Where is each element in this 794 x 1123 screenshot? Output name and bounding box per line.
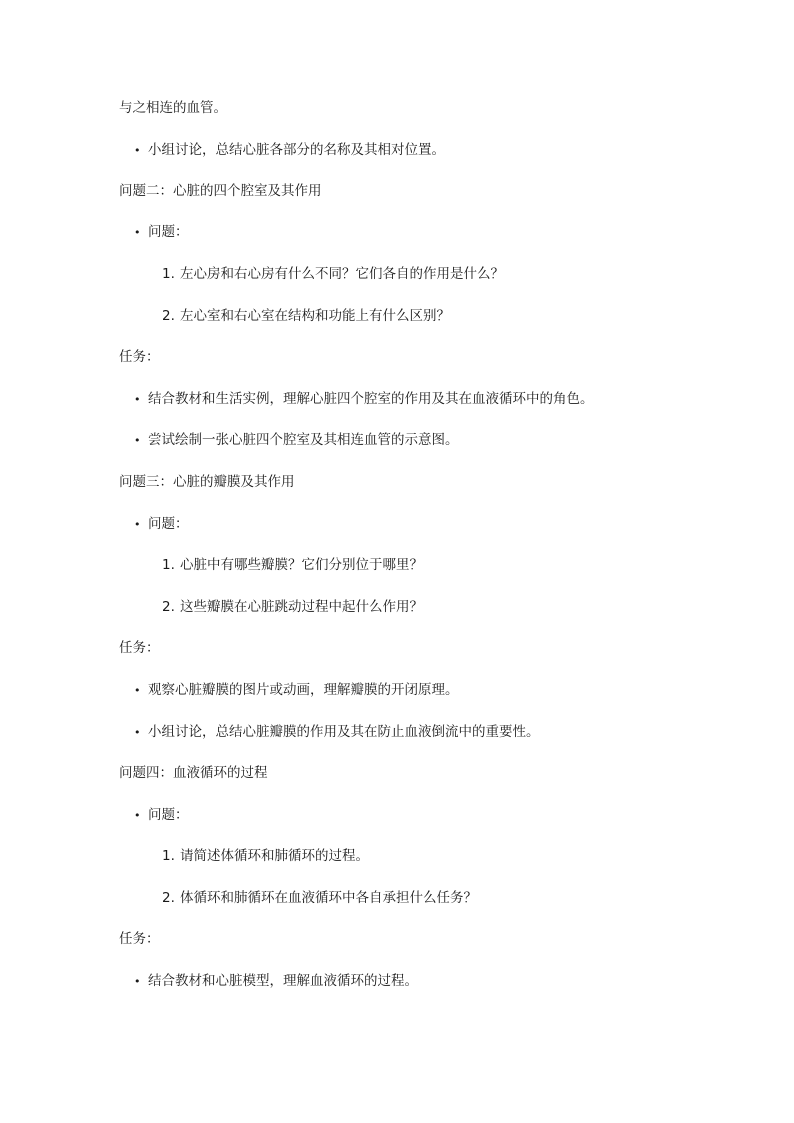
section-heading <box>119 763 268 783</box>
bullet-text: 小组讨论，总结心脏瓣膜的作用及其在防止血液倒流中的重要性。 <box>148 724 540 740</box>
task-label <box>119 347 160 367</box>
numbered-item <box>162 846 369 866</box>
numbered-text: 左心房和右心房有什么不同？它们各自的作用是什么？ <box>180 266 504 282</box>
numbered-item <box>162 888 477 908</box>
bullet-item <box>134 140 445 160</box>
bullet-text: 问题： <box>148 516 189 532</box>
bullet-item <box>134 971 418 991</box>
numbered-item <box>162 306 450 326</box>
bullet-item <box>134 222 189 242</box>
heading-text: 问题三：心脏的瓣膜及其作用 <box>119 474 295 490</box>
section-heading <box>119 181 322 201</box>
bullet-item <box>134 722 540 742</box>
number-marker: 1. <box>162 557 175 573</box>
task-label-text: 任务： <box>119 349 160 365</box>
bullet-marker: • <box>134 144 141 157</box>
task-label <box>119 929 160 949</box>
bullet-marker: • <box>134 518 141 531</box>
numbered-text: 这些瓣膜在心脏跳动过程中起什么作用？ <box>180 599 423 615</box>
bullet-marker: • <box>134 975 141 988</box>
bullet-marker: • <box>134 684 141 697</box>
numbered-text: 请简述体循环和肺循环的过程。 <box>180 848 369 864</box>
number-marker: 2. <box>162 308 175 324</box>
number-marker: 2. <box>162 599 175 615</box>
paragraph <box>119 98 227 118</box>
bullet-item <box>134 389 594 409</box>
bullet-item <box>134 805 189 825</box>
paragraph-text: 与之相连的血管。 <box>119 100 227 116</box>
number-marker: 1. <box>162 266 175 282</box>
numbered-text: 体循环和肺循环在血液循环中各自承担什么任务？ <box>180 890 477 906</box>
bullet-item <box>134 430 459 450</box>
number-marker: 1. <box>162 848 175 864</box>
bullet-text: 小组讨论，总结心脏各部分的名称及其相对位置。 <box>148 142 445 158</box>
bullet-text: 问题： <box>148 807 189 823</box>
bullet-item <box>134 680 459 700</box>
heading-text: 问题二：心脏的四个腔室及其作用 <box>119 183 322 199</box>
numbered-item <box>162 597 423 617</box>
task-label-text: 任务： <box>119 640 160 656</box>
bullet-text: 尝试绘制一张心脏四个腔室及其相连血管的示意图。 <box>148 432 459 448</box>
bullet-item <box>134 514 189 534</box>
numbered-text: 左心室和右心室在结构和功能上有什么区别？ <box>180 308 450 324</box>
task-label-text: 任务： <box>119 931 160 947</box>
bullet-marker: • <box>134 226 141 239</box>
bullet-text: 结合教材和心脏模型，理解血液循环的过程。 <box>148 973 418 989</box>
section-heading <box>119 472 295 492</box>
bullet-text: 观察心脏瓣膜的图片或动画，理解瓣膜的开闭原理。 <box>148 682 459 698</box>
numbered-text: 心脏中有哪些瓣膜？它们分别位于哪里？ <box>180 557 423 573</box>
number-marker: 2. <box>162 890 175 906</box>
numbered-item <box>162 555 423 575</box>
numbered-item <box>162 264 504 284</box>
bullet-marker: • <box>134 434 141 447</box>
heading-text: 问题四：血液循环的过程 <box>119 765 268 781</box>
task-label <box>119 638 160 658</box>
bullet-marker: • <box>134 393 141 406</box>
bullet-marker: • <box>134 809 141 822</box>
bullet-text: 结合教材和生活实例，理解心脏四个腔室的作用及其在血液循环中的角色。 <box>148 391 594 407</box>
bullet-marker: • <box>134 726 141 739</box>
bullet-text: 问题： <box>148 224 189 240</box>
